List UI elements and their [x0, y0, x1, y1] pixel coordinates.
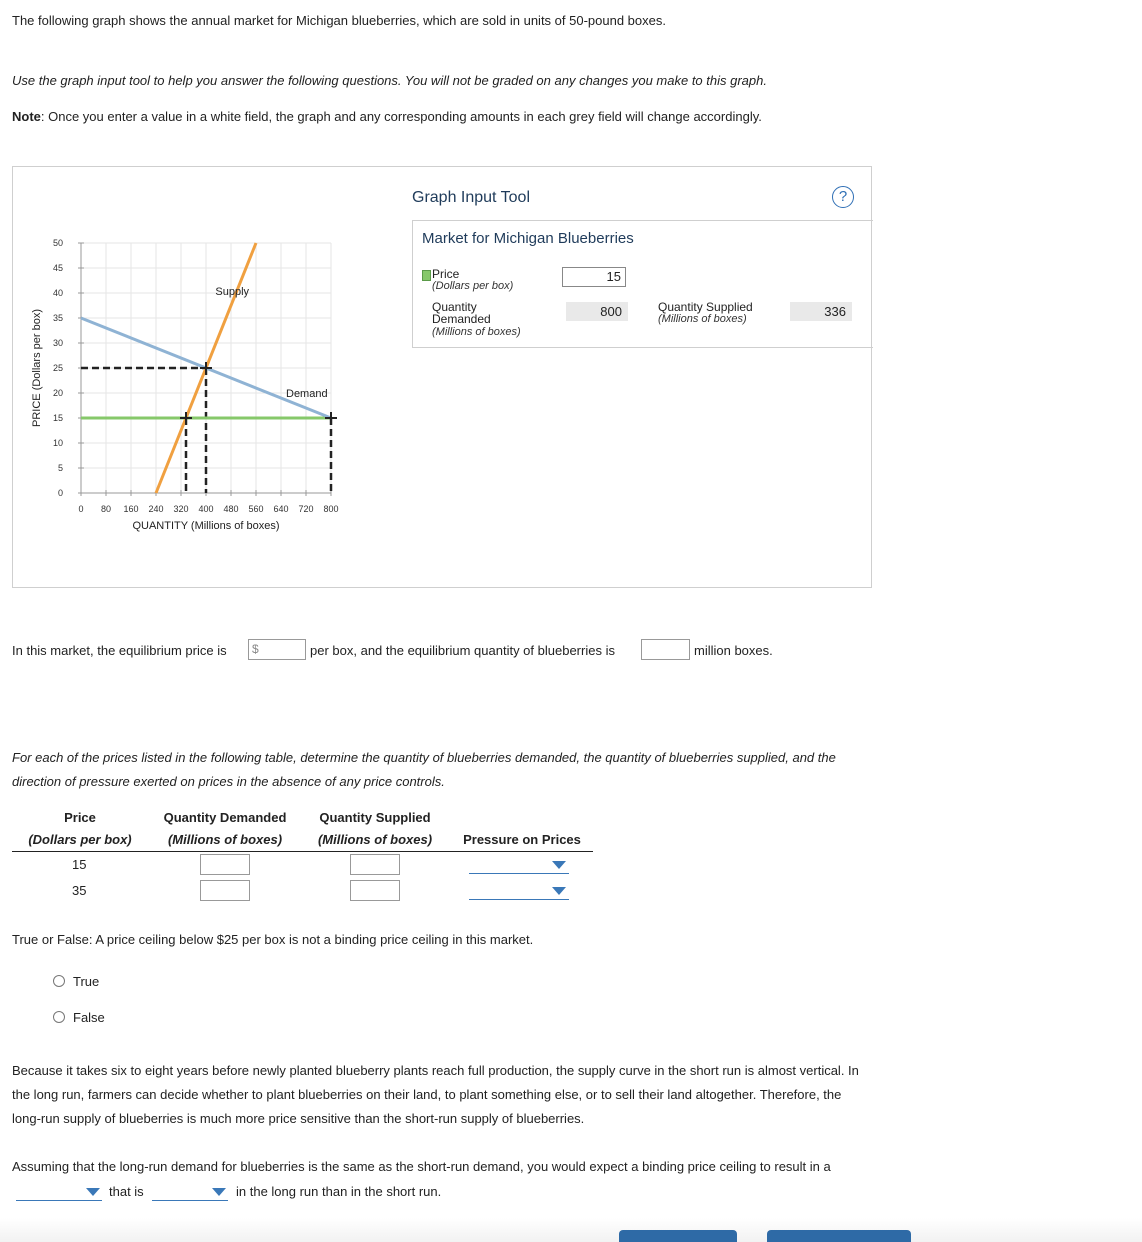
graph-tool-title: Graph Input Tool [412, 189, 531, 206]
table-row-price: 35 [72, 883, 87, 898]
col-header-qd: Quantity Demanded [163, 810, 287, 825]
chevron-down-icon [212, 1188, 226, 1196]
y-axis-label: PRICE (Dollars per box) [31, 309, 43, 427]
qd-label-1: Quantity [432, 300, 477, 314]
false-radio[interactable] [53, 1011, 65, 1023]
note-label: Note [12, 109, 41, 124]
qd-field: 800 [566, 302, 628, 321]
next-button[interactable] [767, 1230, 911, 1242]
demand-label: Demand [286, 388, 328, 400]
x-tick-label: 720 [298, 504, 314, 514]
equilibrium-suffix: million boxes. [694, 643, 773, 658]
chevron-down-icon [552, 861, 566, 869]
y-tick-label: 10 [52, 438, 63, 448]
equilibrium-quantity-input[interactable] [641, 639, 690, 660]
qd-label-2: Demanded [432, 312, 491, 326]
y-tick-label: 5 [57, 463, 63, 473]
note-line [12, 105, 762, 129]
price-field[interactable]: 15 [562, 267, 626, 287]
x-axis-label: QUANTITY (Millions of boxes) [132, 520, 280, 532]
col-header-qs-unit: (Millions of boxes) [317, 832, 433, 847]
chevron-down-icon [552, 887, 566, 895]
y-tick-label: 30 [52, 338, 63, 348]
y-tick-label: 35 [52, 313, 63, 323]
x-tick-label: 0 [78, 504, 84, 514]
equilibrium-middle: per box, and the equilibrium quantity of blueberries is [310, 643, 615, 658]
qs-input-row2[interactable] [350, 880, 400, 901]
x-tick-label: 320 [173, 504, 189, 514]
qs-label: Quantity Supplied [658, 300, 753, 314]
y-tick-label: 45 [52, 263, 63, 273]
x-tick-label: 480 [223, 504, 239, 514]
table-row-price: 15 [72, 857, 87, 872]
equilibrium-question [12, 640, 227, 661]
qd-input-row1[interactable] [200, 854, 250, 875]
price-unit: (Dollars per box) [432, 280, 514, 292]
table-header-rule [12, 851, 593, 852]
table-intro-line: For each of the prices listed in the following table, determine the quantity of blueberries demanded, the quantity of blueberries supplied, and the [12, 750, 836, 765]
x-tick-label: 400 [198, 504, 214, 514]
qd-input-row2[interactable] [200, 880, 250, 901]
y-tick-label: 50 [52, 238, 63, 248]
supply-label: Supply [215, 286, 250, 298]
x-tick-label: 640 [273, 504, 289, 514]
y-tick-label: 15 [52, 413, 63, 423]
qs-unit: (Millions of boxes) [658, 313, 747, 325]
long-run-question: Assuming that the long-run demand for blueberries is the same as the short-run demand, you would expect a binding price ceiling to result in a [12, 1159, 831, 1174]
x-tick-label: 160 [123, 504, 139, 514]
instruction-line: Use the graph input tool to help you answer the following questions. You will not be graded on any changes you make to this graph. [12, 73, 767, 88]
y-tick-label: 25 [52, 363, 63, 373]
qs-input-row1[interactable] [350, 854, 400, 875]
col-header-price: Price [64, 810, 96, 825]
equilibrium-prefix: In this market, the equilibrium price is [12, 643, 227, 658]
true-radio[interactable] [53, 975, 65, 987]
equilibrium-price-input[interactable] [248, 639, 306, 660]
qd-unit: (Millions of boxes) [432, 326, 521, 338]
long-run-line: Because it takes six to eight years before newly planted blueberry plants reach full production, the supply curve in the short run is almost vertical. In [12, 1063, 859, 1078]
price-swatch-icon [422, 270, 431, 281]
col-header-price-unit: (Dollars per box) [28, 832, 132, 847]
y-tick-label: 0 [57, 488, 63, 498]
long-run-mid: that is [109, 1184, 144, 1199]
note-text: : Once you enter a value in a white field, the graph and any corresponding amounts in each grey field will change accordingly. [40, 109, 762, 124]
y-tick-label: 20 [52, 388, 63, 398]
true-label[interactable]: True [73, 974, 100, 989]
dollar-sign: $ [252, 642, 259, 656]
footer-bar [0, 1218, 1142, 1242]
x-tick-label: 800 [323, 504, 339, 514]
intro-line: The following graph shows the annual market for Michigan blueberries, which are sold in units of 50-pound boxes. [12, 13, 666, 28]
long-run-end: in the long run than in the short run. [236, 1184, 442, 1199]
y-tick-label: 40 [52, 288, 63, 298]
x-tick-label: 240 [148, 504, 164, 514]
long-run-line: the long run, farmers can decide whether to plant blueberries on their land, to plant something else, or to sell their land altogether. Therefore, the [12, 1087, 842, 1102]
col-header-pressure: Pressure on Prices [463, 832, 581, 847]
supply-demand-chart[interactable] [20, 230, 360, 540]
price-label: Price [432, 267, 460, 281]
previous-button[interactable] [619, 1230, 737, 1242]
col-header-qs: Quantity Supplied [319, 810, 431, 825]
col-header-qd-unit: (Millions of boxes) [167, 832, 283, 847]
false-label[interactable]: False [73, 1010, 105, 1025]
help-icon[interactable]: ? [832, 186, 854, 208]
x-tick-label: 80 [100, 504, 112, 514]
qs-field: 336 [790, 302, 852, 321]
table-intro-line: direction of pressure exerted on prices in the absence of any price controls. [12, 774, 445, 789]
tf-question: True or False: A price ceiling below $25 per box is not a binding price ceiling in this market. [12, 932, 534, 947]
market-title: Market for Michigan Blueberries [422, 230, 634, 247]
chevron-down-icon [86, 1188, 100, 1196]
long-run-line: long-run supply of blueberries is much more price sensitive than the short-run supply of blueberries. [12, 1111, 585, 1126]
x-tick-label: 560 [248, 504, 264, 514]
